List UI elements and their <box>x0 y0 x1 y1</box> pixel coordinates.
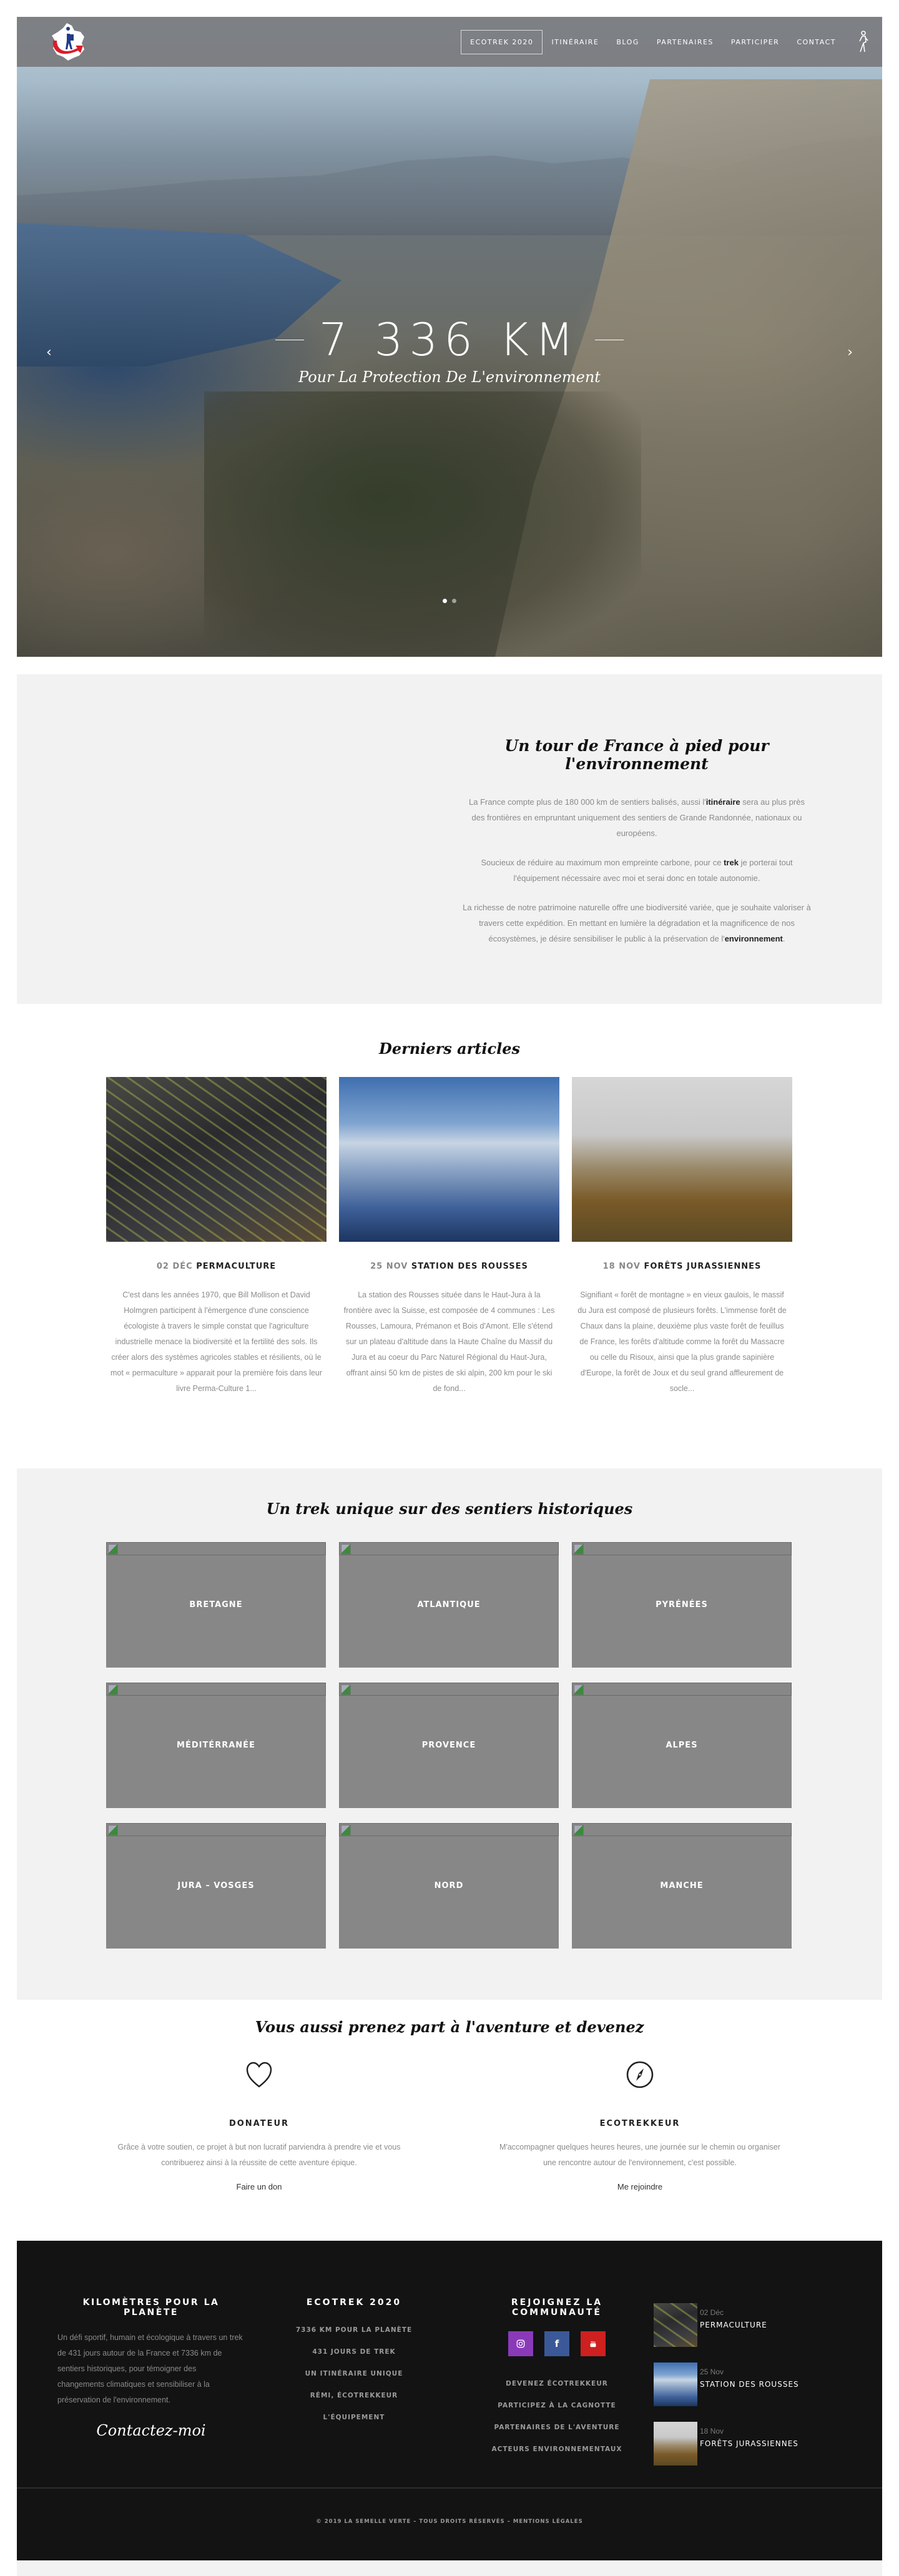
article-title[interactable]: FORÊTS JURASSIENNES <box>644 1262 762 1271</box>
region-tile-bretagne[interactable]: BRETAGNE <box>106 1542 326 1668</box>
main-nav <box>461 17 845 67</box>
region-tile-jura-vosges[interactable]: JURA – VOSGES <box>106 1823 326 1949</box>
nav-ecotrek-2020[interactable]: ECOTREK 2020 <box>461 30 543 54</box>
recent-post-title: PERMACULTURE <box>700 2321 767 2329</box>
keyword-itineraire[interactable]: itinéraire <box>705 797 740 807</box>
slider-pagination <box>17 599 882 603</box>
nav-participer[interactable]: PARTICIPER <box>730 37 780 46</box>
broken-image-icon <box>106 1683 326 1696</box>
join-section <box>112 2054 787 2193</box>
article-image[interactable] <box>106 1077 327 1242</box>
footer-link-431-jours[interactable]: 431 JOURS DE TREK <box>312 2348 396 2356</box>
article-excerpt: Signifiant « forêt de montagne » en vieux gaulois, le massif du Jura est composé de plusieurs forêts. L'immense forêt de Chaux dans la plaine, deuxième plus vaste forêt de feuillus de France, les forêts d'altitude comme la forêt du Massacre ou celle du Risoux, ainsi que la plus grande sapinière d'Europe, la forêt de Joux et du seul grand affleurement de socle... <box>577 1290 787 1393</box>
region-tile-nord[interactable]: NORD <box>339 1823 559 1949</box>
latest-articles <box>106 1077 793 1397</box>
article-date: 25 NOV <box>370 1262 408 1271</box>
nav-partenaires[interactable]: PARTENAIRES <box>656 37 714 46</box>
join-card-donateur <box>112 2054 406 2193</box>
hero-slider <box>17 17 882 657</box>
recent-post-title: FORÊTS JURASSIENNES <box>700 2439 798 2448</box>
footer-recent-posts <box>654 2303 866 2481</box>
recent-post[interactable] <box>654 2303 866 2347</box>
footer-about-text: Un défi sportif, humain et écologique à travers un trek de 431 jours autour de la France et 7336 km de sentiers historiques, pour témoigner des changements climatiques et sensibiliser à la préservation de l'environnement. <box>57 2333 243 2404</box>
footer-link-7336-km[interactable]: 7336 KM POUR LA PLANÈTE <box>295 2326 413 2334</box>
broken-image-icon <box>339 1683 559 1696</box>
footer-ecotrek <box>292 2298 416 2421</box>
slider-prev-arrow-icon[interactable]: ‹ <box>46 345 52 360</box>
broken-image-icon <box>572 1823 792 1836</box>
nav-blog[interactable]: BLOG <box>616 37 639 46</box>
join-card-ecotrekkeur <box>493 2054 787 2193</box>
recent-post-thumbnail <box>654 2303 697 2347</box>
article-title[interactable]: PERMACULTURE <box>196 1262 277 1271</box>
intro-paragraph-3: La richesse de notre patrimoine naturelle offre une biodiversité variée, que je souhaite valoriser à travers cette expédition. En mettant en lumière la dégradation et la magnificence de nos écosystèmes, je désire sensibiliser le public à la préservation de l'environnement. <box>463 903 811 943</box>
site-header <box>17 17 882 67</box>
footer-ecotrek-title: ECOTREK 2020 <box>306 2298 402 2308</box>
footer-link-cagnotte[interactable]: PARTICIPEZ À LA CAGNOTTE <box>498 2402 616 2409</box>
broken-image-icon <box>572 1542 792 1555</box>
article-heading[interactable] <box>572 1262 792 1271</box>
copyright: © 2019 LA SEMELLE VERTE – TOUS DROITS RÉSERVÉS – MENTIONS LÉGALES <box>316 2519 583 2525</box>
nav-contact[interactable]: CONTACT <box>797 37 836 46</box>
article-heading[interactable] <box>339 1262 559 1271</box>
broken-image-icon <box>106 1823 326 1836</box>
page-bottom-band <box>17 2560 882 2576</box>
broken-image-icon <box>106 1542 326 1555</box>
footer-link-devenez-ecotrekkeur[interactable]: DEVENEZ ÉCOTREKKEUR <box>506 2380 608 2387</box>
recent-post-thumbnail <box>654 2362 697 2406</box>
recent-post[interactable] <box>654 2422 866 2465</box>
regions-section <box>17 1468 882 2000</box>
compass-icon <box>626 2060 654 2089</box>
footer-link-remi[interactable]: RÉMI, ÉCOTREKKEUR <box>310 2392 398 2399</box>
heart-icon <box>245 2060 273 2089</box>
hero-caption <box>17 313 882 386</box>
articles-section-title: Derniers articles <box>379 1040 520 1058</box>
france-hiker-logo-icon <box>49 22 87 62</box>
youtube-icon[interactable] <box>581 2331 606 2356</box>
hero-subtitle: Pour La Protection De L'environnement <box>298 368 601 386</box>
recent-post-date: 18 Nov <box>700 2427 724 2436</box>
slider-dot-1[interactable] <box>443 599 447 603</box>
article-image[interactable] <box>339 1077 559 1242</box>
article-card <box>572 1077 792 1397</box>
faire-un-don-link[interactable]: Faire un don <box>236 2182 282 2191</box>
region-tile-provence[interactable]: PROVENCE <box>339 1683 559 1808</box>
broken-image-icon <box>572 1683 792 1696</box>
recent-post[interactable] <box>654 2362 866 2406</box>
footer-about-title: KILOMÈTRES POUR LA PLANÈTE <box>82 2298 220 2318</box>
recent-post-date: 02 Déc <box>700 2308 724 2317</box>
regions-grid <box>106 1542 792 1949</box>
footer-community <box>466 2298 647 2453</box>
slider-dot-2[interactable] <box>452 599 456 603</box>
intro-section <box>17 674 882 1004</box>
recent-post-title: STATION DES ROUSSES <box>700 2380 799 2389</box>
instagram-icon[interactable] <box>508 2331 533 2356</box>
region-tile-pyrenees[interactable]: PYRÉNÉES <box>572 1542 792 1668</box>
keyword-trek[interactable]: trek <box>724 858 739 867</box>
broken-image-icon <box>339 1542 559 1555</box>
intro-paragraph-1: La France compte plus de 180 000 km de sentiers balisés, aussi l'itinéraire sera au plus près des frontières en empruntant uniquement des sentiers de Grande Randonnée, nationaux ou européens. <box>469 797 805 838</box>
footer-link-partenaires[interactable]: PARTENAIRES DE L'AVENTURE <box>494 2424 620 2431</box>
article-date: 18 NOV <box>602 1262 641 1271</box>
footer-link-itineraire-unique[interactable]: UN ITINÉRAIRE UNIQUE <box>305 2370 403 2377</box>
article-image[interactable] <box>572 1077 792 1242</box>
join-heading: DONATEUR <box>228 2119 290 2128</box>
footer-divider <box>17 2487 882 2489</box>
social-links <box>466 2331 647 2356</box>
intro-title: Un tour de France à pied pour l'environnement <box>504 737 769 773</box>
recent-post-date: 25 Nov <box>700 2367 724 2376</box>
recent-post-thumbnail <box>654 2422 697 2465</box>
region-tile-alpes[interactable]: ALPES <box>572 1683 792 1808</box>
footer-link-equipement[interactable]: L'ÉQUIPEMENT <box>323 2414 385 2421</box>
region-tile-atlantique[interactable]: ATLANTIQUE <box>339 1542 559 1668</box>
join-text: Grâce à votre soutien, ce projet à but non lucratif parviendra à prendre vie et vous contribuerez ainsi à la réussite de cette aventure épique. <box>117 2143 401 2167</box>
hiker-icon[interactable] <box>856 31 870 53</box>
nav-itineraire[interactable]: ITINÉRAIRE <box>551 37 599 46</box>
footer-community-title: REJOIGNEZ LA COMMUNAUTÉ <box>511 2298 603 2318</box>
hero-title <box>275 313 624 366</box>
footer-link-acteurs[interactable]: ACTEURS ENVIRONNEMENTAUX <box>491 2446 622 2453</box>
article-title[interactable]: STATION DES ROUSSES <box>411 1262 528 1271</box>
article-date: 02 DÉC <box>156 1262 193 1271</box>
contactez-moi-link[interactable]: Contactez-moi <box>96 2422 206 2439</box>
article-excerpt: C'est dans les années 1970, que Bill Mollison et David Holmgren participent à l'émergence d'une conscience écologiste à travers le simple constat que l'agriculture industrielle menace la biodiversité et la fertilité des sols. Ils créer alors des systèmes agricoles stables et résilients, où le mot « permaculture » apparait pour la première fois dans leur livre Perma-Culture 1... <box>110 1290 323 1393</box>
hero-title-text: 7 336 KM <box>318 313 581 366</box>
slider-next-arrow-icon[interactable]: › <box>847 345 853 360</box>
join-section-title: Vous aussi prenez part à l'aventure et devenez <box>255 2018 644 2036</box>
svg-text:You: You <box>591 2341 596 2344</box>
intro-paragraph-2: Soucieux de réduire au maximum mon empreinte carbone, pour ce trek je porterai tout l'équipement nécessaire avec moi et serai donc en totale autonomie. <box>481 858 793 883</box>
region-tile-manche[interactable]: MANCHE <box>572 1823 792 1949</box>
broken-image-icon <box>339 1823 559 1836</box>
article-card <box>106 1077 327 1397</box>
join-heading: ECOTREKKEUR <box>599 2119 680 2128</box>
article-heading[interactable] <box>106 1262 327 1271</box>
site-logo[interactable] <box>49 22 87 62</box>
article-card <box>339 1077 559 1397</box>
hero-background-vegetation <box>204 391 641 657</box>
keyword-environnement[interactable]: environnement <box>724 934 783 943</box>
regions-section-title: Un trek unique sur des sentiers historiques <box>266 1500 633 1518</box>
me-rejoindre-link[interactable]: Me rejoindre <box>617 2182 663 2191</box>
facebook-icon[interactable]: f <box>544 2331 569 2356</box>
footer-about <box>57 2298 245 2439</box>
join-text: M'accompagner quelques heures heures, une journée sur le chemin ou organiser une rencontre autour de l'environnement, c'est possible. <box>499 2143 780 2167</box>
region-tile-mediterranee[interactable]: MÉDITÉRRANÉE <box>106 1683 326 1808</box>
mentions-legales-link[interactable]: MENTIONS LÉGALES <box>513 2519 583 2525</box>
site-footer <box>17 2241 882 2560</box>
article-excerpt: La station des Rousses située dans le Haut-Jura à la frontière avec la Suisse, est composée de 4 communes : Les Rousses, Lamoura, Prémanon et Bois d'Amont. Elle s'étend sur un plateau d'altitude dans la Haute Chaîne du Massif du Jura et au coeur du Parc Naturel Régional du Haut-Jura, offrant ainsi 50 km de pistes de ski alpin, 200 km pour le ski de fond... <box>343 1290 555 1393</box>
